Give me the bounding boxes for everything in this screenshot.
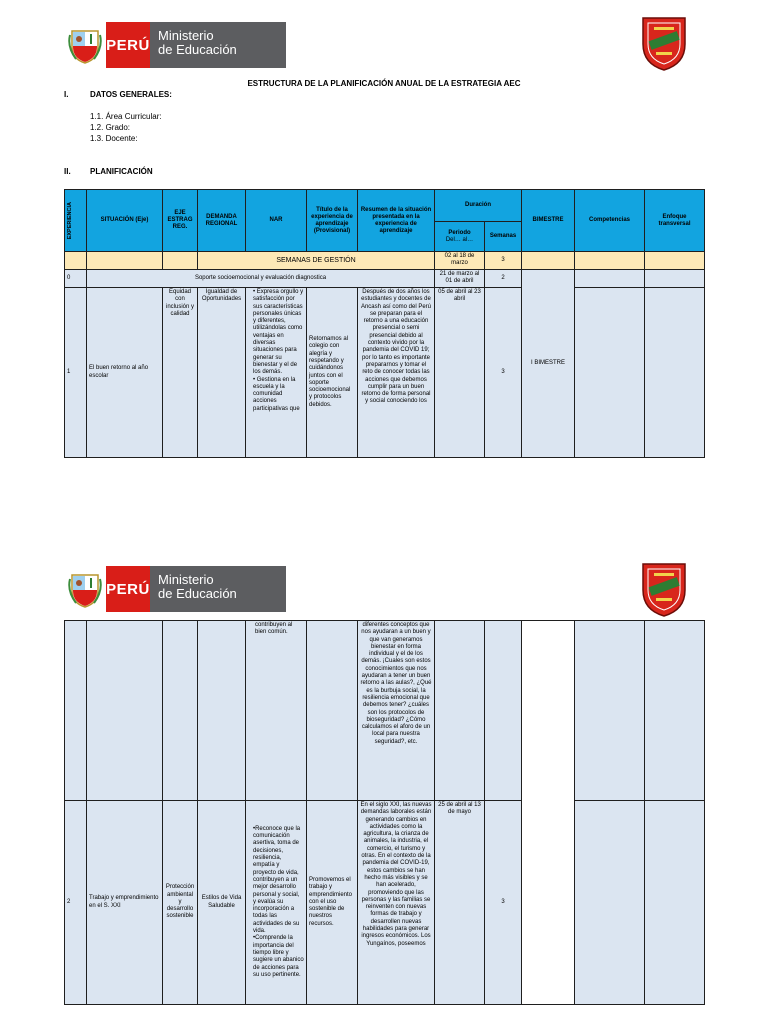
row-1-nar-item: • Expresa orgullo y satisfacción por sus características personales únicas y diferentes, utilizándolas como ventajas en diversas situaciones para generar su bienestar y el de los demás. [253,289,304,376]
row-2-titulo: Promovemos el trabajo y emprendimiento con el uso sostenible de nuestros recursos. [307,801,358,1005]
col-nar: NAR [246,190,307,252]
row-2-situacion: Trabajo y emprendimiento en el S. XXI [87,801,163,1005]
row-0-text: Soporte socioemocional y evaluación diagnostica [87,270,435,288]
peru-coat-of-arms-icon [64,22,106,68]
col-duracion: Duración [435,190,522,222]
col-semanas: Semanas [485,222,522,252]
row-1-resumen: Después de dos años los estudiantes y docentes de Ancash así como del Perú se preparan para el retorno a una educación presencial o semi presencial debido al contexto vivido por la pandemia del COVID 19; por lo tanto es importante prepararnos y tomar el reto de conocer todas las acciones que debemos cumplir para un buen retorno de forma personal y social conociendo los [358,288,435,458]
general-item-docente: 1.3. Docente: [90,134,138,143]
row-1-nar [246,288,307,458]
row-1-bimestre: I BIMESTRE [522,270,575,458]
table-row-2 [65,801,705,1005]
peru-label: PERÚ [106,566,150,612]
row-2-resumen: En el siglo XXI, las nuevas demandas laborales están generando cambios en actividades como la agricultura, la crianza de animales, la industria, el comercio, el turismo y otras. En el contexto de la pandemia del COVID-19, estos cambios se han hecho más visibles y se han acelerado, promoviendo que las personas y las familias se reinventen con nuevas formas de trabajo y desarrollen nuevas habilidades para generar ingresos económicos. Los Yungaínos, poseemos [358,801,435,1005]
section-2-number: II. [64,167,71,176]
page-1 [0,0,768,480]
planning-table [64,189,705,458]
minedu-logo [64,22,286,68]
row-1-resumen-cont: diferentes conceptos que nos ayudaran a un buen y que van generamos bienestar en forma individual y el de los demás. ¡Cuales son estos conocimientos que nos ayudaran a tener un buen retorno a las aulas?, ¿Qué es la burbuja social, la resiliencia emocional que debemos tener? ¿cuáles son los protocolos de bioseguridad? ¿Cómo calculamos el aforo de un local para nuestra seguridad?, etc. [358,621,435,801]
col-periodo: Periodo Del… al… [435,222,485,252]
section-1-number: I. [64,90,69,99]
col-experiencia: EXPERIENCIA [65,190,87,252]
ministry-name [150,22,286,68]
row-1-semanas: 3 [485,288,522,458]
row-2-nar-item: •Reconoce que la comunicación asertiva, toma de decisiones, resiliencia, empatía y proyecto de vida, contribuyen a un mejor desarrollo personal y social, y evalúa su incorporación a todas las actividades de su vida. [253,825,301,935]
peru-label: PERÚ [106,22,150,68]
section-2-heading: PLANIFICACIÓN [90,167,153,176]
section-1-heading: DATOS GENERALES: [90,90,172,99]
row-2-demanda: Estilos de Vida Saludable [198,801,246,1005]
table-row-0 [65,270,705,288]
row-0-semanas: 2 [485,270,522,288]
row-1-nar-cont: contribuyen al bien común. [246,621,307,801]
row-1-nar-item: • Gestiona en la escuela y la comunidad acciones participativas que [253,376,300,412]
row-1-eje: Equidad con inclusión y calidad [163,288,198,458]
table-row-1-cont [65,621,705,801]
col-enfoque: Enfoque transversal [645,190,705,252]
general-item-grado: 1.2. Grado: [90,123,131,132]
row-2-eje: Protección ambiental y desarrollo sostenible [163,801,198,1005]
row-2-number: 2 [65,801,87,1005]
col-demanda: DEMANDA REGIONAL [198,190,246,252]
row-2-nar [246,801,307,1005]
school-emblem-icon [640,560,688,618]
col-titulo: Título de la experiencia de aprendizaje (Provisional) [307,190,358,252]
row-2-semanas: 3 [485,801,522,1005]
gestion-semanas: 3 [485,252,522,270]
ministry-line-2: de Educación [158,42,237,57]
table-row-1 [65,288,705,458]
school-emblem-icon [640,14,688,72]
planning-table-continued [64,620,705,1005]
row-1-demanda: Igualdad de Oportunidades [198,288,246,458]
minedu-logo [64,566,286,612]
gestion-periodo: 02 al 18 de marzo [435,252,485,270]
ministry-line-1: Ministerio [158,28,214,43]
col-competencias: Competencias [575,190,645,252]
col-situacion: SITUACIÓN (Eje) [87,190,163,252]
row-2-periodo: 25 de abril al 13 de mayo [435,801,485,1005]
gestion-label: SEMANAS DE GESTIÓN [198,252,435,270]
ministry-line-1: Ministerio [158,572,214,587]
col-resumen: Resumen de la situación presentada en la experiencia de aprendizaje [358,190,435,252]
row-1-situacion: El buen retorno al año escolar [87,288,163,458]
row-1-titulo: Retornamos al colegio con alegría y respetando y cuidándonos juntos con el soporte socioemocional y protocolos debidos. [307,288,358,458]
ministry-line-2: de Educación [158,586,237,601]
row-1-number: 1 [65,288,87,458]
row-0-number: 0 [65,270,87,288]
col-bimestre: BIMESTRE [522,190,575,252]
row-1-periodo: 05 de abril al 23 abril [435,288,485,458]
col-eje: EJE ESTRAG REG. [163,190,198,252]
row-2-nar-item: •Comprende la importancia del tiempo libre y sugiere un abanico de acciones para su uso pertinente. [253,935,304,978]
document-title: ESTRUCTURA DE LA PLANIFICACIÓN ANUAL DE LA ESTRATEGIA AEC [247,79,521,88]
peru-coat-of-arms-icon [64,566,106,612]
row-0-periodo: 21 de marzo al 01 de abril [435,270,485,288]
page-2 [0,560,768,1024]
table-row-gestion [65,252,705,270]
ministry-name [150,566,286,612]
general-item-area: 1.1. Área Curricular: [90,112,162,121]
